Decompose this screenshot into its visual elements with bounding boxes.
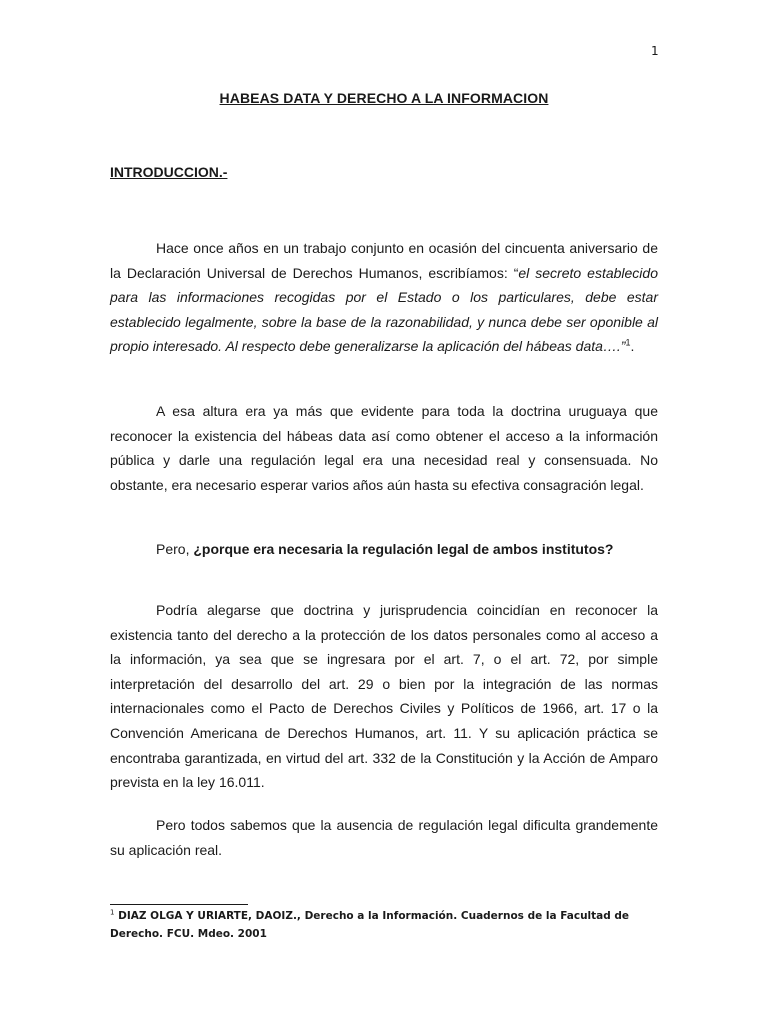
paragraph-intro: [110, 236, 658, 359]
paragraph-intro-end: .: [630, 338, 635, 355]
page-number: 1: [651, 44, 659, 58]
footnote: [110, 907, 670, 943]
paragraph-intro-text: Hace once años en un trabajo conjunto en ocasión del cincuenta aniversario de la Declaración Universal de Derechos Humanos, escribíamos: “: [110, 240, 658, 281]
footnote-separator: [110, 904, 248, 905]
section-heading: INTRODUCCION.-: [110, 164, 228, 180]
paragraph-conclusion: Pero todos sabemos que la ausencia de regulación legal dificulta grandemente su aplicación real.: [110, 817, 658, 858]
paragraph-doctrine: A esa altura era ya más que evidente para toda la doctrina uruguaya que reconocer la existencia del hábeas data así como obtener el acceso a la información pública y darle una regulación legal era una necesidad real y consensuada. No obstante, era necesario esperar varios años aún hasta su efectiva consagración legal.: [110, 403, 658, 493]
paragraph-jurisprudence: Podría alegarse que doctrina y jurisprudencia coincidían en reconocer la existencia tanto del derecho a la protección de los datos personales como al acceso a la información, ya sea que se ingresara por el art. 7, o el art. 72, por simple interpretación del desarrollo del art. 29 o bien por la integración de las normas internacionales como el Pacto de Derechos Civiles y Políticos de 1966, art. 17 o la Convención Americana de Derechos Humanos, art. 11. Y su aplicación práctica se encontraba garantizada, en virtud del art. 332 de la Constitución y la Acción de Amparo prevista en la ley 16.011.: [110, 602, 658, 791]
footnote-marker: 1: [110, 908, 115, 917]
footnote-reference: 1: [625, 337, 631, 348]
quoted-excerpt: el secreto establecido para las informaciones recogidas por el Estado o los particulares, debe estar establecido legalmente, sobre la base de la razonabilidad, y nunca debe ser oponible al propio interesado. Al respecto debe generalizarse la aplicación del hábeas data….”: [110, 264, 658, 355]
question-text: ¿porque era necesaria la regulación legal de ambos institutos?: [193, 541, 614, 557]
question-lead: Pero,: [156, 541, 194, 557]
paragraph-question: [110, 537, 658, 562]
document-title: HABEAS DATA Y DERECHO A LA INFORMACION: [219, 90, 549, 106]
footnote-text: DIAZ OLGA Y URIARTE, DAOIZ., Derecho a la Información. Cuadernos de la Facultad de Derecho. FCU. Mdeo. 2001: [110, 910, 630, 940]
